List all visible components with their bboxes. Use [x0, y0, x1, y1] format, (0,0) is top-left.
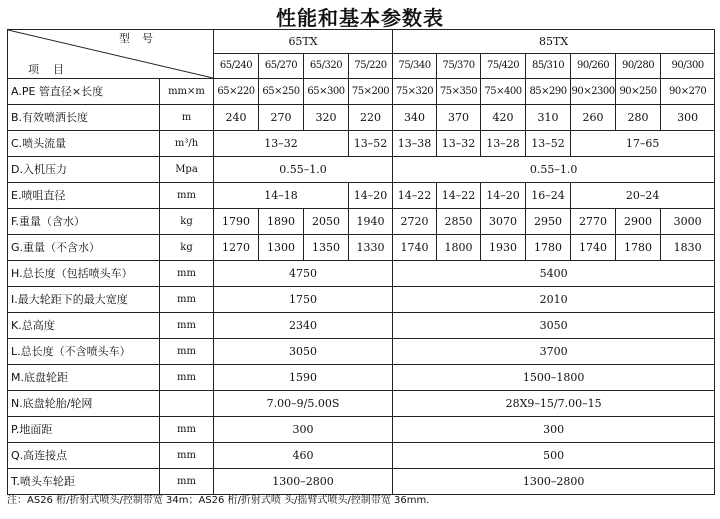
row-unit: m³/h [160, 131, 214, 157]
row-unit: mm [160, 339, 214, 365]
value-cell: 1300–2800 [214, 469, 393, 495]
row-label: M.底盘轮距 [8, 365, 160, 391]
value-cell: 3700 [393, 339, 715, 365]
table-row [8, 235, 715, 261]
table-row [8, 105, 715, 131]
value-cell: 2720 [393, 209, 437, 235]
value-cell: 65×250 [259, 79, 304, 105]
table-row [8, 131, 715, 157]
row-unit: mm [160, 183, 214, 209]
table-row [8, 443, 715, 469]
row-label: L.总长度（不含喷头车） [8, 339, 160, 365]
group-header-65tx: 65TX [214, 30, 393, 54]
model-cell: 85/310 [526, 54, 571, 79]
value-cell: 2050 [304, 209, 349, 235]
value-cell: 13–32 [437, 131, 481, 157]
value-cell: 1500–1800 [393, 365, 715, 391]
value-cell: 1350 [304, 235, 349, 261]
row-unit: m [160, 105, 214, 131]
row-unit: mm [160, 417, 214, 443]
row-label: T.喷头车轮距 [8, 469, 160, 495]
value-cell: 1790 [214, 209, 259, 235]
row-label: F.重量（含水） [8, 209, 160, 235]
table-row [8, 339, 715, 365]
value-cell: 2010 [393, 287, 715, 313]
value-cell: 300 [661, 105, 715, 131]
row-unit: Mpa [160, 157, 214, 183]
row-unit: mm [160, 313, 214, 339]
value-cell: 1930 [481, 235, 526, 261]
value-cell: 1740 [571, 235, 616, 261]
value-cell: 310 [526, 105, 571, 131]
row-label: K.总高度 [8, 313, 160, 339]
model-cell: 65/270 [259, 54, 304, 79]
value-cell: 75×200 [349, 79, 393, 105]
value-cell: 5400 [393, 261, 715, 287]
model-cell: 75/370 [437, 54, 481, 79]
row-unit: mm [160, 365, 214, 391]
value-cell: 75×400 [481, 79, 526, 105]
value-cell: 320 [304, 105, 349, 131]
corner-label-item: 项目 [28, 63, 78, 76]
value-cell: 280 [616, 105, 661, 131]
value-cell: 90×2300 [571, 79, 616, 105]
value-cell: 1890 [259, 209, 304, 235]
table-row [8, 209, 715, 235]
value-cell: 3000 [661, 209, 715, 235]
header-corner-cell [8, 30, 214, 79]
value-cell: 14–20 [349, 183, 393, 209]
value-cell: 460 [214, 443, 393, 469]
value-cell: 14–20 [481, 183, 526, 209]
value-cell: 220 [349, 105, 393, 131]
row-label: G.重量（不含水） [8, 235, 160, 261]
model-cell: 90/300 [661, 54, 715, 79]
value-cell: 3050 [214, 339, 393, 365]
model-cell: 90/260 [571, 54, 616, 79]
row-unit: mm [160, 287, 214, 313]
model-cell: 75/420 [481, 54, 526, 79]
value-cell: 2900 [616, 209, 661, 235]
value-cell: 28X9–15/7.00–15 [393, 391, 715, 417]
value-cell: 1940 [349, 209, 393, 235]
value-cell: 340 [393, 105, 437, 131]
value-cell: 1750 [214, 287, 393, 313]
value-cell: 65×220 [214, 79, 259, 105]
value-cell: 300 [214, 417, 393, 443]
value-cell: 1780 [616, 235, 661, 261]
value-cell: 260 [571, 105, 616, 131]
value-cell: 65×300 [304, 79, 349, 105]
table-row [8, 79, 715, 105]
value-cell: 1330 [349, 235, 393, 261]
table-row [8, 313, 715, 339]
value-cell: 14–22 [393, 183, 437, 209]
model-cell: 75/220 [349, 54, 393, 79]
row-label: Q.高连接点 [8, 443, 160, 469]
table-header-group-row [8, 30, 715, 54]
row-label: N.底盘轮胎/轮网 [8, 391, 160, 417]
table-row [8, 391, 715, 417]
table-row [8, 183, 715, 209]
value-cell: 1800 [437, 235, 481, 261]
value-cell: 13–28 [481, 131, 526, 157]
row-unit: mm×m [160, 79, 214, 105]
value-cell: 13–32 [214, 131, 349, 157]
row-label: I.最大轮距下的最大宽度 [8, 287, 160, 313]
value-cell: 14–18 [214, 183, 349, 209]
row-label: A.PE 管直径×长度 [8, 79, 160, 105]
value-cell: 90×250 [616, 79, 661, 105]
value-cell: 75×320 [393, 79, 437, 105]
value-cell: 1590 [214, 365, 393, 391]
row-unit: mm [160, 443, 214, 469]
value-cell: 1300 [259, 235, 304, 261]
row-label: E.喷咀直径 [8, 183, 160, 209]
value-cell: 13–38 [393, 131, 437, 157]
value-cell: 3050 [393, 313, 715, 339]
row-label: B.有效喷洒长度 [8, 105, 160, 131]
row-unit: mm [160, 261, 214, 287]
value-cell: 2850 [437, 209, 481, 235]
page-title: 性能和基本参数表 [276, 6, 444, 30]
value-cell: 500 [393, 443, 715, 469]
value-cell: 16–24 [526, 183, 571, 209]
value-cell: 240 [214, 105, 259, 131]
value-cell: 1830 [661, 235, 715, 261]
corner-label-model: 型号 [119, 32, 165, 45]
row-unit: mm [160, 469, 214, 495]
value-cell: 17–65 [571, 131, 715, 157]
value-cell: 7.00–9/5.00S [214, 391, 393, 417]
row-label: P.地面距 [8, 417, 160, 443]
value-cell: 1300–2800 [393, 469, 715, 495]
value-cell: 0.55–1.0 [214, 157, 393, 183]
value-cell: 90×270 [661, 79, 715, 105]
spec-table [7, 29, 715, 495]
value-cell: 13–52 [526, 131, 571, 157]
model-cell: 65/240 [214, 54, 259, 79]
table-row [8, 157, 715, 183]
table-row [8, 365, 715, 391]
value-cell: 2340 [214, 313, 393, 339]
table-row [8, 261, 715, 287]
value-cell: 0.55–1.0 [393, 157, 715, 183]
value-cell: 370 [437, 105, 481, 131]
value-cell: 1740 [393, 235, 437, 261]
row-label: C.喷头流量 [8, 131, 160, 157]
value-cell: 270 [259, 105, 304, 131]
row-label: H.总长度（包括喷头车） [8, 261, 160, 287]
row-unit: kg [160, 209, 214, 235]
value-cell: 2770 [571, 209, 616, 235]
value-cell: 75×350 [437, 79, 481, 105]
table-row [8, 417, 715, 443]
value-cell: 14–22 [437, 183, 481, 209]
model-cell: 75/340 [393, 54, 437, 79]
value-cell: 13–52 [349, 131, 393, 157]
value-cell: 85×290 [526, 79, 571, 105]
group-header-85tx: 85TX [393, 30, 715, 54]
value-cell: 1270 [214, 235, 259, 261]
model-cell: 65/320 [304, 54, 349, 79]
value-cell: 2950 [526, 209, 571, 235]
value-cell: 4750 [214, 261, 393, 287]
footnote: 注：AS26 桁/折射式喷头/控制带宽 34m；AS26 桁/折射式喷 头/摇臂式喷头/控制带宽 36mm. [7, 495, 430, 506]
value-cell: 1780 [526, 235, 571, 261]
row-unit: kg [160, 235, 214, 261]
row-unit [160, 391, 214, 417]
table-row [8, 287, 715, 313]
value-cell: 420 [481, 105, 526, 131]
value-cell: 3070 [481, 209, 526, 235]
value-cell: 300 [393, 417, 715, 443]
model-cell: 90/280 [616, 54, 661, 79]
row-label: D.入机压力 [8, 157, 160, 183]
value-cell: 20–24 [571, 183, 715, 209]
